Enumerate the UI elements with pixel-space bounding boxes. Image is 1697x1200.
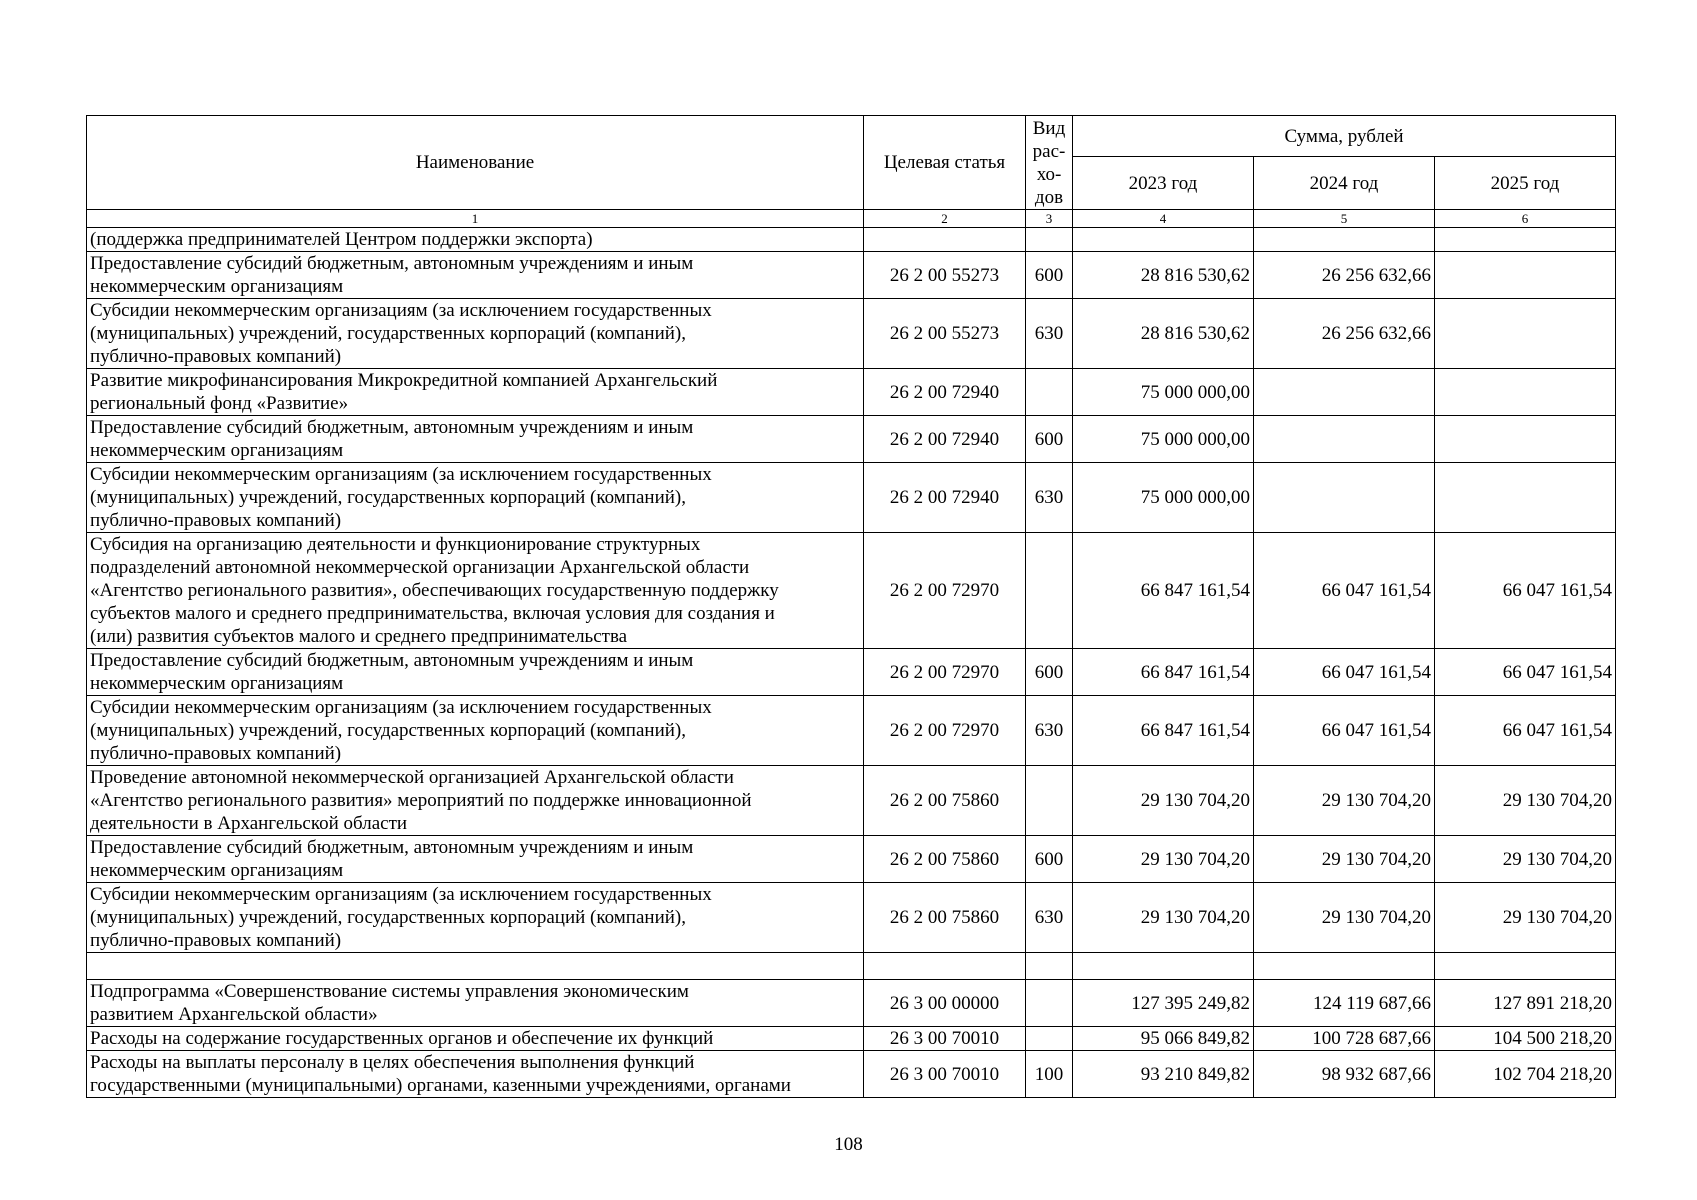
row-amount-2024: 29 130 704,20 [1254,883,1435,953]
row-name-line: «Агентство регионального развития» мероприятий по поддержке инновационной [90,790,752,811]
row-name-line: Расходы на выплаты персоналу в целях обеспечения выполнения функций [90,1052,695,1073]
row-target-code: 26 2 00 75860 [864,883,1026,953]
row-amount-2023 [1073,953,1254,980]
header-year-2023: 2023 год [1073,157,1254,210]
row-name-line: Подпрограмма «Совершенствование системы управления экономическим [90,981,689,1002]
row-name [87,1027,864,1051]
table-row [87,883,1616,953]
table-row [87,369,1616,416]
row-name-line: Предоставление субсидий бюджетным, автономным учреждениям и иным [90,650,694,671]
header-type-line: хо- [1036,163,1062,185]
row-name-line: Проведение автономной некоммерческой организацией Архангельской области [90,767,734,788]
row-name-line: (муниципальных) учреждений, государственных корпораций (компаний), [90,907,686,928]
row-amount-2023: 75 000 000,00 [1073,369,1254,416]
row-amount-2024: 29 130 704,20 [1254,836,1435,883]
row-amount-2024: 66 047 161,54 [1254,649,1435,696]
row-amount-2025 [1435,299,1616,369]
row-name [87,649,864,696]
row-name-line: некоммерческим организациям [90,673,344,694]
row-name-line: некоммерческим организациям [90,440,344,461]
row-expense-type [1026,369,1073,416]
column-number-row [87,210,1616,228]
row-name-line: Развитие микрофинансирования Микрокредитной компанией Архангельский [90,370,718,391]
table-row [87,1027,1616,1051]
row-amount-2025: 29 130 704,20 [1435,883,1616,953]
row-target-code: 26 2 00 75860 [864,766,1026,836]
table-row [87,299,1616,369]
header-type-line: Вид [1032,117,1066,139]
row-amount-2023: 29 130 704,20 [1073,766,1254,836]
row-expense-type [1026,766,1073,836]
row-name [87,1051,864,1098]
row-target-code: 26 2 00 72940 [864,369,1026,416]
row-expense-type: 600 [1026,252,1073,299]
row-amount-2025 [1435,369,1616,416]
row-expense-type: 600 [1026,836,1073,883]
row-target-code: 26 3 00 00000 [864,980,1026,1027]
row-amount-2023: 66 847 161,54 [1073,696,1254,766]
row-expense-type: 600 [1026,649,1073,696]
row-amount-2025 [1435,252,1616,299]
table-row [87,649,1616,696]
header-type [1026,116,1073,210]
row-amount-2024: 29 130 704,20 [1254,766,1435,836]
row-amount-2025 [1435,416,1616,463]
table-row [87,252,1616,299]
row-name-line: публично-правовых компаний) [90,346,342,367]
row-name-line: развитием Архангельской области» [90,1004,378,1025]
row-name-line: некоммерческим организациям [90,276,344,297]
row-expense-type: 600 [1026,416,1073,463]
row-amount-2024: 66 047 161,54 [1254,533,1435,649]
table-row [87,696,1616,766]
row-target-code: 26 2 00 55273 [864,299,1026,369]
header-type-line: дов [1034,186,1064,208]
header-year-2025: 2025 год [1435,157,1616,210]
table-row [87,463,1616,533]
row-expense-type: 630 [1026,463,1073,533]
row-amount-2025 [1435,228,1616,252]
row-amount-2025: 29 130 704,20 [1435,766,1616,836]
row-target-code: 26 2 00 55273 [864,252,1026,299]
row-amount-2025: 127 891 218,20 [1435,980,1616,1027]
row-name-line: публично-правовых компаний) [90,930,342,951]
table-row [87,836,1616,883]
table-row [87,228,1616,252]
header-year-2024: 2024 год [1254,157,1435,210]
row-amount-2024: 100 728 687,66 [1254,1027,1435,1051]
row-target-code: 26 3 00 70010 [864,1027,1026,1051]
row-amount-2025 [1435,953,1616,980]
row-name [87,369,864,416]
row-target-code: 26 2 00 72940 [864,416,1026,463]
row-name-line: Предоставление субсидий бюджетным, автономным учреждениям и иным [90,417,694,438]
row-name [87,883,864,953]
row-name-line: субъектов малого и среднего предпринимательства, включая условия для создания и [90,603,775,624]
row-target-code [864,228,1026,252]
row-amount-2024 [1254,228,1435,252]
column-number: 4 [1073,210,1254,228]
row-amount-2024: 98 932 687,66 [1254,1051,1435,1098]
row-name [87,252,864,299]
row-amount-2024: 124 119 687,66 [1254,980,1435,1027]
row-name [87,416,864,463]
row-target-code: 26 2 00 72970 [864,649,1026,696]
table-body [87,228,1616,1098]
row-name [87,836,864,883]
table-row [87,953,1616,980]
row-amount-2023: 75 000 000,00 [1073,463,1254,533]
row-amount-2023: 93 210 849,82 [1073,1051,1254,1098]
row-name-line: (муниципальных) учреждений, государственных корпораций (компаний), [90,487,686,508]
row-name [87,533,864,649]
row-amount-2023: 127 395 249,82 [1073,980,1254,1027]
row-name-line: Субсидия на организацию деятельности и функционирование структурных [90,534,701,555]
row-amount-2024: 66 047 161,54 [1254,696,1435,766]
row-target-code: 26 2 00 72940 [864,463,1026,533]
row-amount-2023: 28 816 530,62 [1073,299,1254,369]
header-target: Целевая статья [864,116,1026,210]
row-expense-type [1026,228,1073,252]
row-name [87,696,864,766]
page-number: 108 [834,1134,863,1155]
row-amount-2024 [1254,953,1435,980]
row-name-line: «Агентство регионального развития», обеспечивающих государственную поддержку [90,580,779,601]
table-row [87,980,1616,1027]
row-name-line: (муниципальных) учреждений, государственных корпораций (компаний), [90,720,686,741]
row-expense-type: 630 [1026,696,1073,766]
row-expense-type [1026,953,1073,980]
row-target-code: 26 2 00 72970 [864,696,1026,766]
row-amount-2023: 29 130 704,20 [1073,836,1254,883]
row-target-code: 26 2 00 75860 [864,836,1026,883]
row-amount-2024 [1254,369,1435,416]
row-name-line: Субсидии некоммерческим организациям (за исключением государственных [90,464,712,485]
row-expense-type [1026,1027,1073,1051]
row-name [87,980,864,1027]
row-name-line: деятельности в Архангельской области [90,813,408,834]
header-name: Наименование [87,116,864,210]
table-row [87,533,1616,649]
row-amount-2023: 95 066 849,82 [1073,1027,1254,1051]
row-name-line: государственными (муниципальными) органами, казенными учреждениями, органами [90,1075,791,1096]
row-name [87,766,864,836]
row-amount-2024 [1254,463,1435,533]
row-name-line: (или) развития субъектов малого и среднего предпринимательства [90,626,628,647]
row-name-line: (муниципальных) учреждений, государственных корпораций (компаний), [90,323,686,344]
row-amount-2025: 66 047 161,54 [1435,649,1616,696]
row-amount-2023: 28 816 530,62 [1073,252,1254,299]
row-amount-2025: 29 130 704,20 [1435,836,1616,883]
row-amount-2025: 102 704 218,20 [1435,1051,1616,1098]
row-amount-2023 [1073,228,1254,252]
row-target-code: 26 2 00 72970 [864,533,1026,649]
row-name-line: Расходы на содержание государственных органов и обеспечение их функций [90,1028,714,1049]
row-name-line: Субсидии некоммерческим организациям (за исключением государственных [90,884,712,905]
row-expense-type [1026,980,1073,1027]
row-amount-2023: 75 000 000,00 [1073,416,1254,463]
row-name-line: некоммерческим организациям [90,860,344,881]
row-name-line: Субсидии некоммерческим организациям (за исключением государственных [90,697,712,718]
table-row [87,416,1616,463]
column-number: 2 [864,210,1026,228]
row-name-line: Предоставление субсидий бюджетным, автономным учреждениям и иным [90,253,694,274]
row-amount-2023: 66 847 161,54 [1073,533,1254,649]
row-expense-type: 630 [1026,883,1073,953]
row-amount-2024: 26 256 632,66 [1254,299,1435,369]
row-amount-2024 [1254,416,1435,463]
row-name-line: (поддержка предпринимателей Центром поддержки экспорта) [90,229,593,250]
table-row [87,1051,1616,1098]
column-number: 3 [1026,210,1073,228]
row-name [87,953,864,980]
column-number: 5 [1254,210,1435,228]
row-expense-type: 100 [1026,1051,1073,1098]
table-header [87,116,1616,228]
row-amount-2023: 29 130 704,20 [1073,883,1254,953]
row-amount-2025 [1435,463,1616,533]
row-amount-2025: 66 047 161,54 [1435,533,1616,649]
header-sum: Сумма, рублей [1073,116,1616,157]
row-amount-2025: 104 500 218,20 [1435,1027,1616,1051]
row-name-line: подразделений автономной некоммерческой организации Архангельской области [90,557,750,578]
row-name-line: региональный фонд «Развитие» [90,393,349,414]
row-expense-type: 630 [1026,299,1073,369]
budget-table [86,115,1616,1098]
row-name-line: Субсидии некоммерческим организациям (за исключением государственных [90,300,712,321]
row-amount-2023: 66 847 161,54 [1073,649,1254,696]
row-name-line: публично-правовых компаний) [90,743,342,764]
table-row [87,766,1616,836]
row-name [87,463,864,533]
row-target-code: 26 3 00 70010 [864,1051,1026,1098]
column-number: 1 [87,210,864,228]
row-expense-type [1026,533,1073,649]
row-amount-2025: 66 047 161,54 [1435,696,1616,766]
column-number: 6 [1435,210,1616,228]
row-name [87,299,864,369]
row-name-line: Предоставление субсидий бюджетным, автономным учреждениям и иным [90,837,694,858]
row-name-line: публично-правовых компаний) [90,510,342,531]
row-target-code [864,953,1026,980]
row-amount-2024: 26 256 632,66 [1254,252,1435,299]
header-type-line: рас- [1032,140,1066,162]
row-name [87,228,864,252]
